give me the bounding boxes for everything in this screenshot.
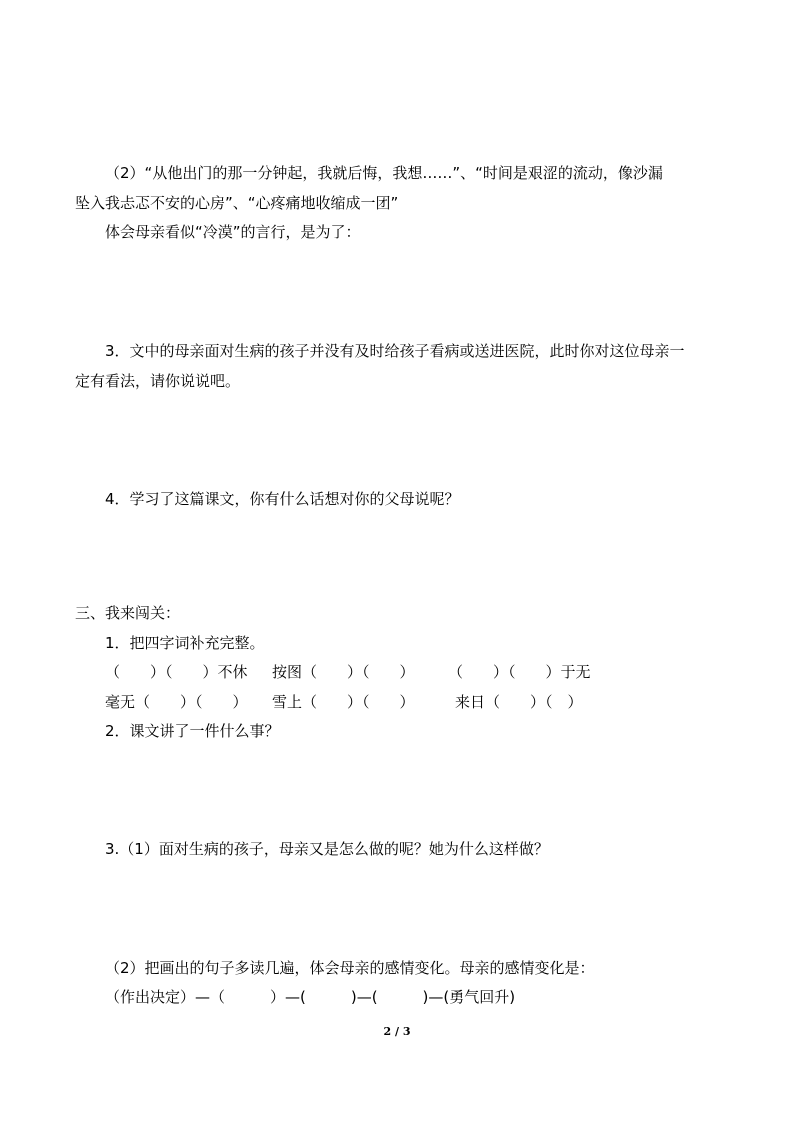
section-heading: 三、我来闯关： [75, 604, 181, 622]
page-number: 2 / 3 [383, 1025, 411, 1038]
s3-q2: 2．课文讲了一件什么事？ [105, 722, 280, 740]
word-blank-2: 按图（ ）（ ） [272, 663, 415, 681]
q2-prompt: 体会母亲看似“冷漠”的言行，是为了： [105, 223, 361, 241]
s3-q3-2: （2）把画出的句子多读几遍，体会母亲的感情变化。母亲的感情变化是： [105, 959, 595, 977]
emotion-chain: （作出决定）—（ ）—( )—( )—(勇气回升) [105, 988, 516, 1006]
word-blank-1: （ ）（ ）不休 [105, 663, 248, 681]
word-blank-4: 毫无（ ）（ ） [105, 693, 248, 711]
word-blank-5: 雪上（ ）（ ） [272, 693, 415, 711]
q4-question: 4．学习了这篇课文，你有什么话想对你的父母说呢？ [105, 490, 460, 508]
s3-q1: 1．把四字词补充完整。 [105, 634, 265, 652]
word-blank-6: 来日（ ）（ ） [455, 693, 583, 711]
q2-quote-line2: 坠入我忐忑不安的心房”、“心疼痛地收缩成一团” [75, 194, 399, 212]
word-blank-3: （ ）（ ）于无 [448, 663, 591, 681]
q3-line1: 3．文中的母亲面对生病的孩子并没有及时给孩子看病或送进医院，此时你对这位母亲一 [105, 342, 685, 360]
s3-q3-1: 3.（1）面对生病的孩子，母亲又是怎么做的呢？她为什么这样做？ [105, 840, 549, 858]
q3-line2: 定有看法，请你说说吧。 [75, 372, 241, 390]
q2-quote-line1: （2）“从他出门的那一分钟起，我就后悔，我想……”、“时间是艰涩的流动，像沙漏 [105, 164, 663, 182]
